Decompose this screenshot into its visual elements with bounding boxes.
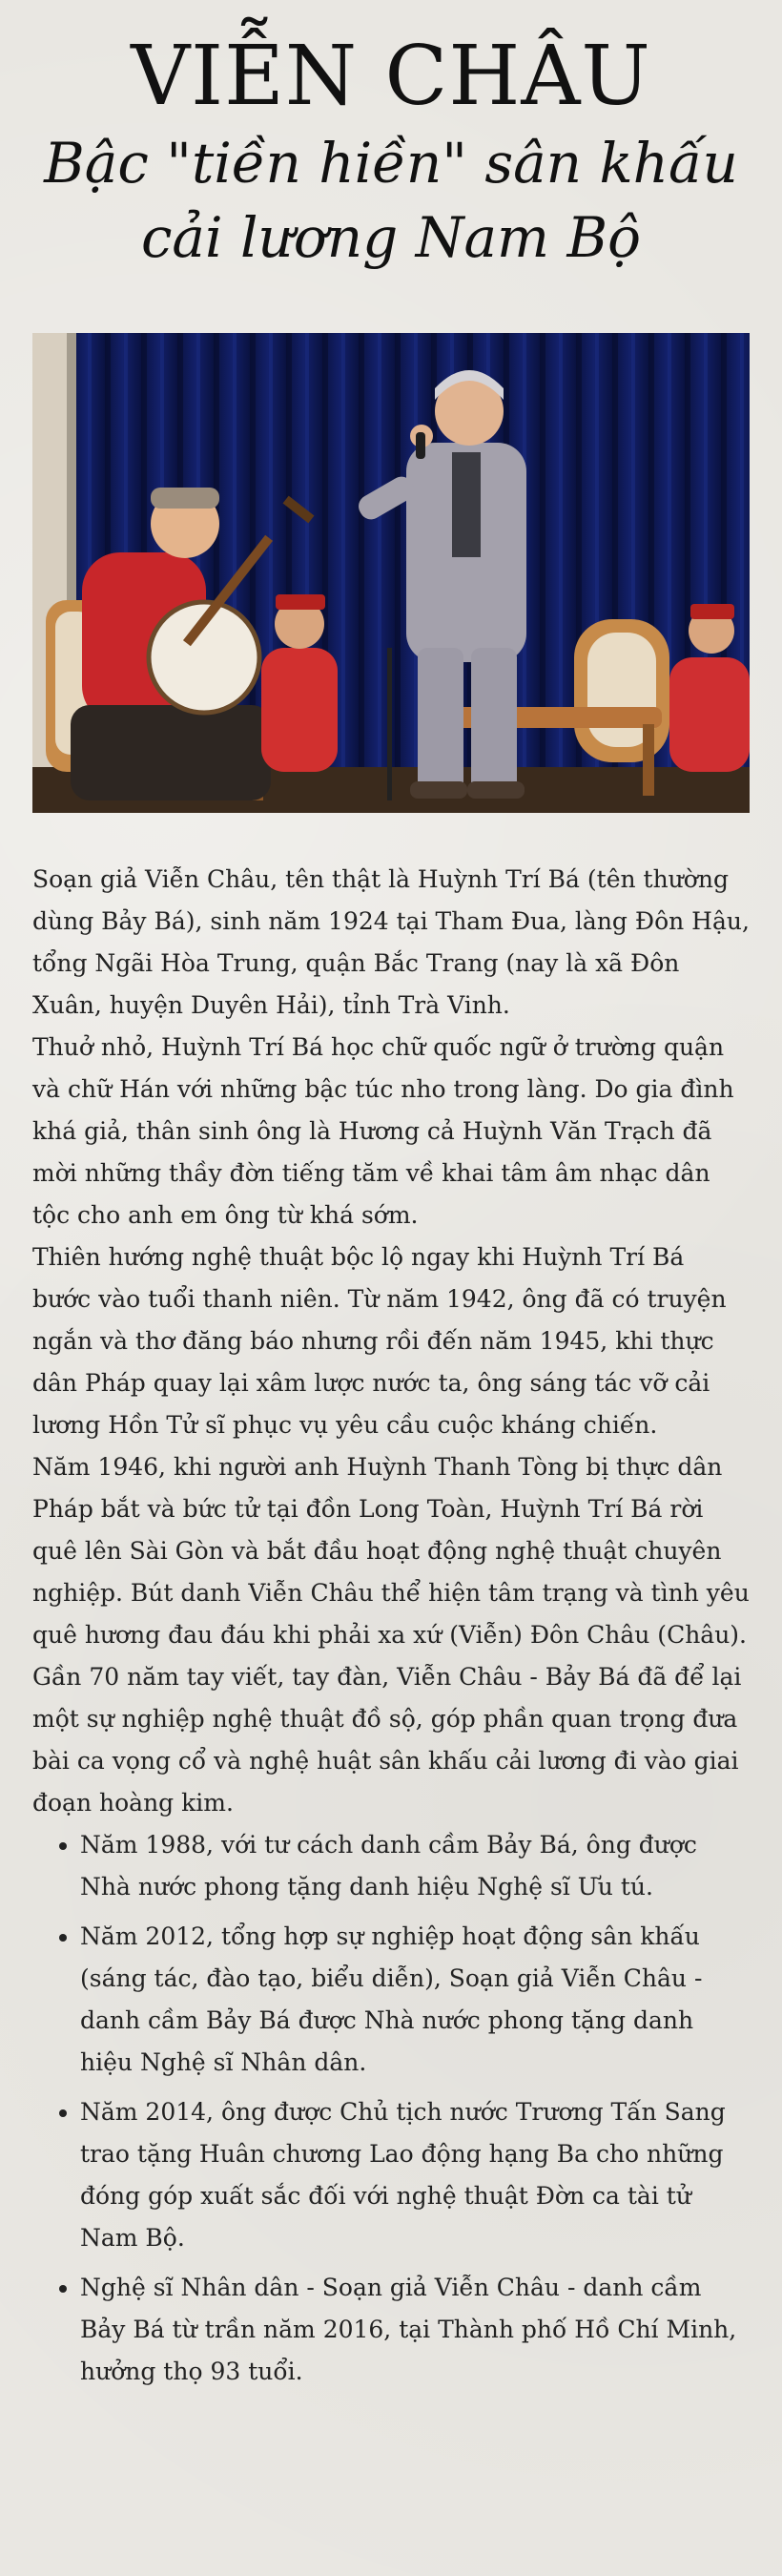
list-item: • Năm 2012, tổng hợp sự nghiệp hoạt động sân khấu (sáng tác, đào tạo, biểu diễn), Soạn giả Viễn Châu - danh cầm Bảy Bá được Nhà nước phong tặng danh hiệu Nghệ sĩ Nhân dân. [80, 1916, 750, 2084]
header [0, 31, 782, 275]
list-item: • Nghệ sĩ Nhân dân - Soạn giả Viễn Châu - danh cầm Bảy Bá từ trần năm 2016, tại Thành phố Hồ Chí Minh, hưởng thọ 93 tuổi. [80, 2267, 750, 2393]
page-title: VIỄN CHÂU [131, 29, 651, 124]
page-subtitle [0, 126, 782, 275]
list-item: • Năm 1988, với tư cách danh cầm Bảy Bá, ông được Nhà nước phong tặng danh hiệu Nghệ sĩ Ưu tú. [80, 1824, 750, 1908]
article-paragraph: Thiên hướng nghệ thuật bộc lộ ngay khi Huỳnh Trí Bá bước vào tuổi thanh niên. Từ năm 1942, ông đã có truyện ngắn và thơ đăng báo nhưng rồi đến năm 1945, khi thực dân Pháp quay lại xâm lược nước ta, ông sáng tác vỡ cải lương Hồn Tử sĩ phục vụ yêu cầu cuộc kháng chiến. [32, 1243, 727, 1439]
honors-list [32, 1824, 750, 2393]
article-paragraph: Năm 1946, khi người anh Huỳnh Thanh Tòng bị thực dân Pháp bắt và bức tử tại đồn Long Toàn, Huỳnh Trí Bá rời quê lên Sài Gòn và bắt đầu hoạt động nghệ thuật chuyên nghiệp. Bút danh Viễn Châu thể hiện tâm trạng và tình yêu quê hương đau đáu khi phải xa xứ (Viễn) Đôn Châu (Châu). [32, 1453, 750, 1649]
stage-performance-photo [32, 333, 750, 813]
subtitle-line-2: cải lương Nam Bộ [140, 205, 642, 270]
article-paragraph: Soạn giả Viễn Châu, tên thật là Huỳnh Trí Bá (tên thường dùng Bảy Bá), sinh năm 1924 tại Tham Đua, làng Đôn Hậu, tổng Ngãi Hòa Trung, quận Bắc Trang (nay là xã Đôn Xuân, huyện Duyên Hải), tỉnh Trà Vinh. [32, 865, 750, 1019]
photo-illustration [32, 333, 750, 813]
list-item: • Năm 2014, ông được Chủ tịch nước Trương Tấn Sang trao tặng Huân chương Lao động hạng Ba cho những đóng góp xuất sắc đối với nghệ thuật Đờn ca tài tử Nam Bộ. [80, 2091, 750, 2259]
article-paragraph: Thuở nhỏ, Huỳnh Trí Bá học chữ quốc ngữ ở trường quận và chữ Hán với những bậc túc nho trong làng. Do gia đình khá giả, thân sinh ông là Hương cả Huỳnh Văn Trạch đã mời những thầy đờn tiếng tăm về khai tâm âm nhạc dân tộc cho anh em ông từ khá sớm. [32, 1033, 734, 1229]
article-body [32, 859, 750, 2400]
subtitle-line-1: Bậc "tiền hiền" sân khấu [44, 131, 738, 196]
article-paragraph: Gần 70 năm tay viết, tay đàn, Viễn Châu - Bảy Bá đã để lại một sự nghiệp nghệ thuật đồ sộ, góp phần quan trọng đưa bài ca vọng cổ và nghệ huật sân khấu cải lương đi vào giai đoạn hoàng kim. [32, 1663, 742, 1817]
